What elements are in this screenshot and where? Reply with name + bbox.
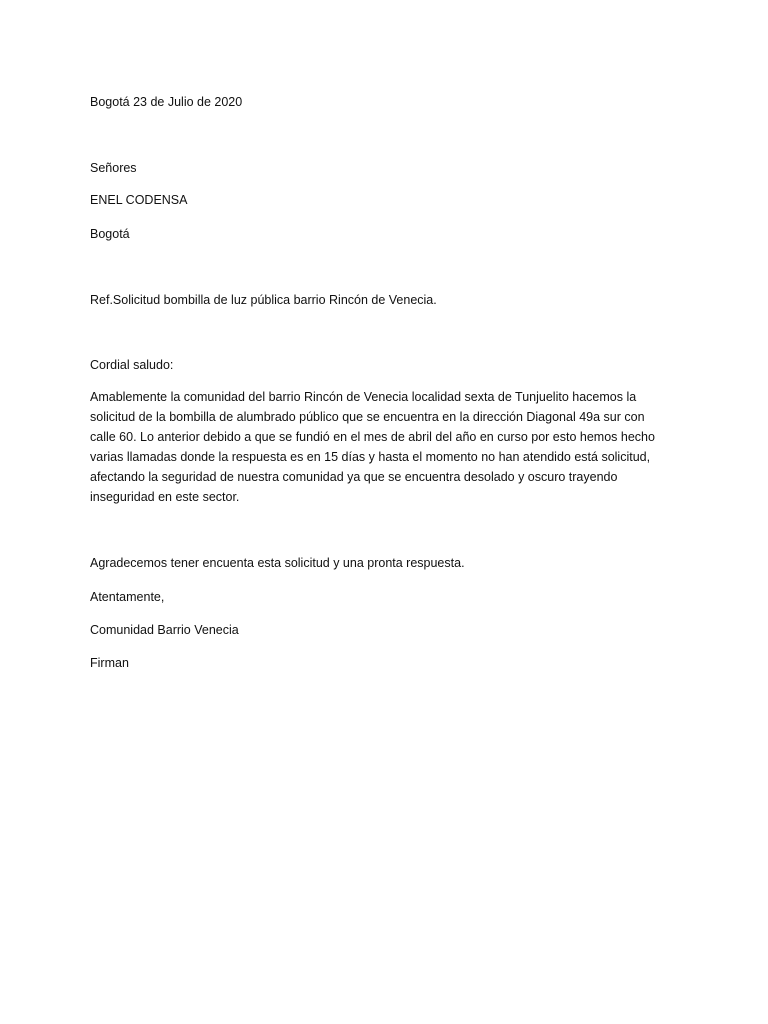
body-line: calle 60. Lo anterior debido a que se fundió en el mes de abril del año en curso por esto hemos hecho xyxy=(90,430,655,444)
body-line: inseguridad en este sector. xyxy=(90,490,240,504)
reference-line: Ref.Solicitud bombilla de luz pública barrio Rincón de Venecia. xyxy=(90,293,437,307)
salutation-to: Señores xyxy=(90,161,137,175)
letter-body xyxy=(90,387,690,507)
recipient-name: ENEL CODENSA xyxy=(90,193,188,207)
body-line: solicitud de la bombilla de alumbrado público que se encuentra en la dirección Diagonal 49a sur con xyxy=(90,410,645,424)
body-line: Amablemente la comunidad del barrio Rincón de Venecia localidad sexta de Tunjuelito hacemos la xyxy=(90,390,637,404)
signer: Comunidad Barrio Venecia xyxy=(90,623,239,637)
body-line: afectando la seguridad de nuestra comunidad ya que se encuentra desolado y oscuro trayendo xyxy=(90,470,618,484)
letter-date: Bogotá 23 de Julio de 2020 xyxy=(90,95,243,109)
greeting: Cordial saludo: xyxy=(90,358,174,372)
body-line: varias llamadas donde la respuesta es en 15 días y hasta el momento no han atendido está solicitud, xyxy=(90,450,651,464)
sign-label: Firman xyxy=(90,656,129,670)
closing: Atentamente, xyxy=(90,590,165,604)
recipient-city: Bogotá xyxy=(90,227,130,241)
thanks-line: Agradecemos tener encuenta esta solicitud y una pronta respuesta. xyxy=(90,556,465,570)
